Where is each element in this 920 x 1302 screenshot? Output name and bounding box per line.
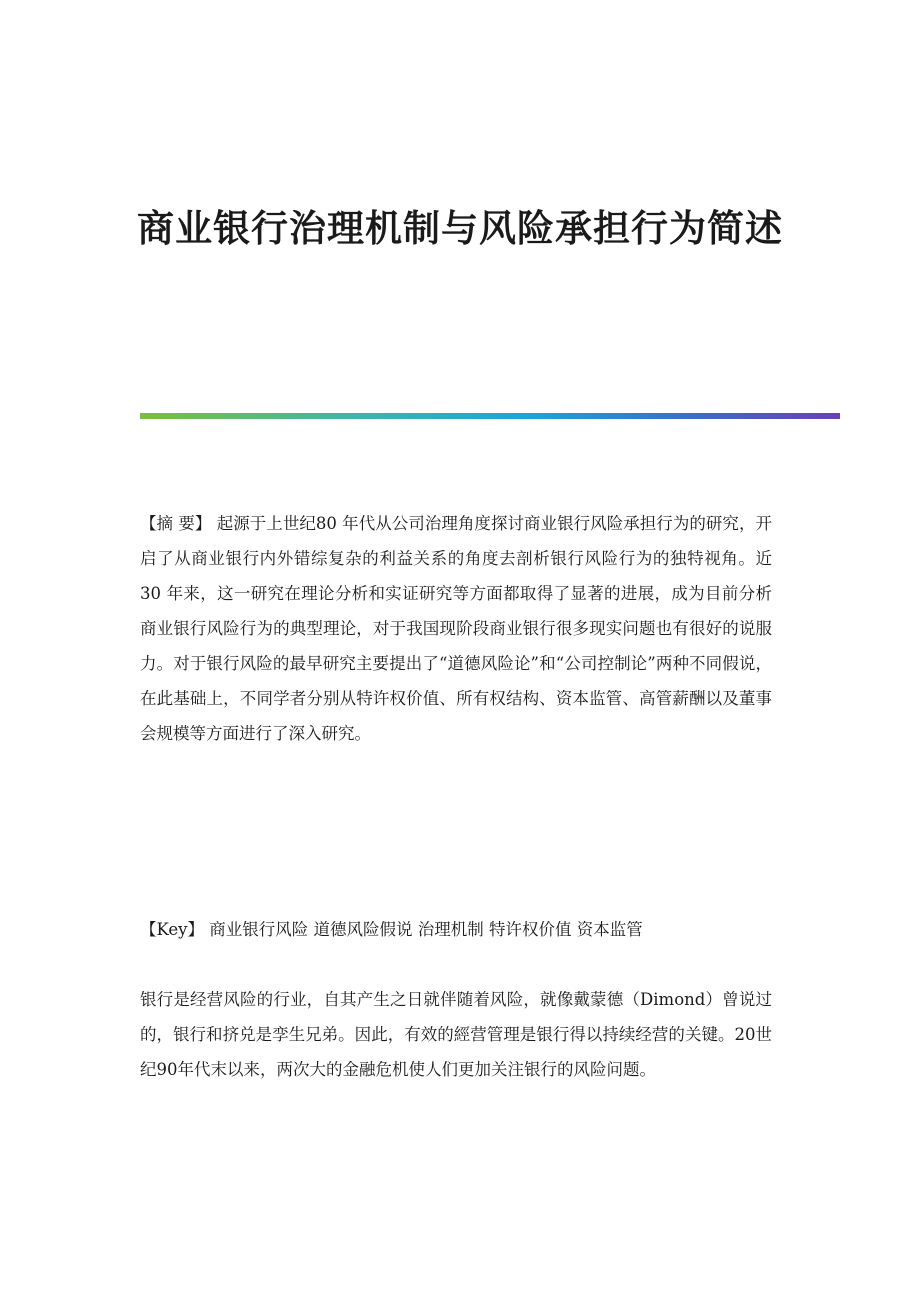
keyword-item: 特许权价值 (488, 920, 572, 939)
keyword-item: 治理机制 (417, 920, 484, 939)
abstract-text: 起源于上世纪80 年代从公司治理角度探讨商业银行风险承担行为的研究，开启了从商业银行内外错综复杂的利益关系的角度去剖析银行风险行为的独特视角。近 30 年来，这一研究在理论分析和实证研究等方面都取得了显著的进展，成为目前分析商业银行风险行为的典型理论，对于我国现阶段商业银行很多现实问题也有很好的说服力。对于银行风险的最早研究主要提出了“道德风险论”和“公司控制论”两种不同假说，在此基础上，不同学者分别从特许权价值、所有权结构、资本监管、高管薪酬以及董事会规模等方面进行了深入研究。 (140, 514, 772, 743)
title-divider (140, 413, 840, 419)
abstract-label: 【摘 要】 (140, 514, 212, 533)
intro-paragraph: 银行是经营风险的行业，自其产生之日就伴随着风险，就像戴蒙德（Dimond）曾说过的，银行和挤兑是孪生兄弟。因此，有效的經营管理是银行得以持续经营的关键。20世纪90年代末以来，两次大的金融危机使人们更加关注银行的风险问题。 (140, 990, 772, 1079)
keyword-item: 商业银行风险 (209, 920, 309, 939)
abstract-paragraph (140, 506, 772, 751)
keyword-item: 资本监管 (576, 920, 643, 939)
keywords-label: 【Key】 (140, 920, 204, 939)
page-title: 商业银行治理机制与风险承担行为简述 (137, 206, 783, 250)
keywords-paragraph (140, 912, 772, 947)
keyword-item: 道德风险假说 (313, 920, 413, 939)
